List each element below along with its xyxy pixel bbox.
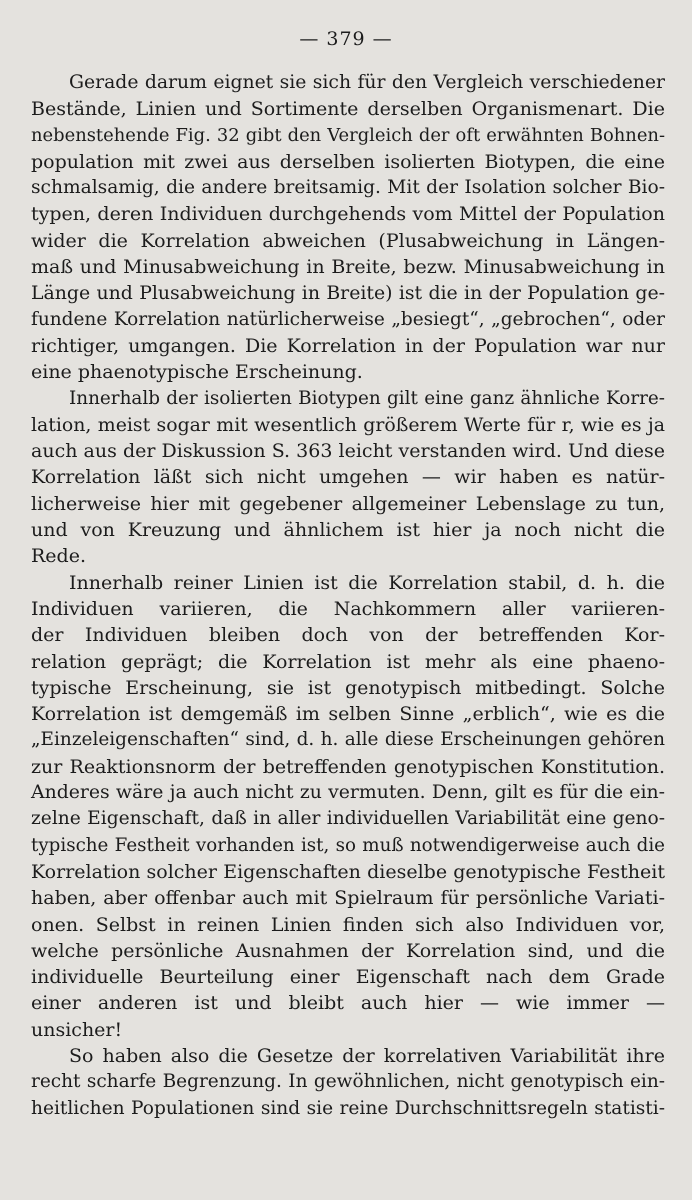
text-line: Länge und Plusabweichung in Breite) ist die in der Population ge- <box>31 282 665 305</box>
text-line: einer anderen ist und bleibt auch hier — wie immer — <box>31 992 665 1015</box>
text-line: typische Festheit vorhanden ist, so muß notwendigerweise auch die <box>31 834 665 856</box>
text-line: nebenstehende Fig. 32 gibt den Vergleich der oft erwähnten Bohnen- <box>31 124 665 146</box>
text-line: onen. Selbst in reinen Linien finden sich also Individuen vor, <box>31 913 665 936</box>
text-line: Korrelation ist demgemäß im selben Sinne „erblich“, wie es die <box>31 703 665 726</box>
text-line: recht scharfe Begrenzung. In gewöhnlichen, nicht genotypisch ein- <box>31 1071 665 1093</box>
text-line: typische Erscheinung, sie ist genotypisch mitbedingt. Solche <box>31 676 665 699</box>
text-line: eine phaenotypische Erscheinung. <box>31 361 363 384</box>
text-line: zelne Eigenschaft, daß in aller individuellen Variabilität eine geno- <box>31 808 665 830</box>
text-line: zur Reaktionsnorm der betreffenden genotypischen Konstitution. <box>31 755 665 778</box>
text-line: schmalsamig, die andere breitsamig. Mit der Isolation solcher Bio- <box>31 177 665 199</box>
text-line: welche persönliche Ausnahmen der Korrelation sind, und die <box>31 939 665 962</box>
text-line: wider die Korrelation abweichen (Plusabweichung in Längen- <box>31 229 665 252</box>
text-line: „Einzeleigenschaften“ sind, d. h. alle diese Erscheinungen gehören <box>31 729 665 751</box>
text-line: und von Kreuzung und ähnlichem ist hier ja noch nicht die <box>31 519 665 542</box>
text-line: Individuen variieren, die Nachkommern aller variieren- <box>31 597 665 620</box>
text-line: lation, meist sogar mit wesentlich größerem Werte für r, wie es ja <box>31 413 665 436</box>
text-line: Bestände, Linien und Sortimente derselben Organismenart. Die <box>31 98 665 121</box>
body-text <box>31 70 665 1122</box>
text-line: licherweise hier mit gegebener allgemeiner Lebenslage zu tun, <box>31 492 665 515</box>
text-line: Gerade darum eignet sie sich für den Vergleich verschiedener <box>69 72 665 93</box>
text-line: Korrelation solcher Eigenschaften dieselbe genotypische Festheit <box>31 860 665 883</box>
text-line: unsicher! <box>31 1018 123 1041</box>
text-line: typen, deren Individuen durchgehends vom Mittel der Population <box>31 203 665 226</box>
text-line: Korrelation läßt sich nicht umgehen — wir haben es natür- <box>31 466 665 489</box>
page-number-header: — 379 — <box>299 28 393 50</box>
text-line: relation geprägt; die Korrelation ist mehr als eine phaeno- <box>31 650 665 673</box>
text-line: fundene Korrelation natürlicherweise „besiegt“, „gebrochen“, oder <box>31 308 665 330</box>
text-line: Anderes wäre ja auch nicht zu vermuten. Denn, gilt es für die ein- <box>31 782 665 804</box>
text-line: Rede. <box>31 545 86 568</box>
text-line: maß und Minusabweichung in Breite, bezw. Minusabweichung in <box>31 256 665 279</box>
text-line: Innerhalb reiner Linien ist die Korrelation stabil, d. h. die <box>69 571 665 594</box>
text-line: Innerhalb der isolierten Biotypen gilt eine ganz ähnliche Korre- <box>69 387 665 409</box>
text-line: heitlichen Populationen sind sie reine Durchschnittsregeln statisti- <box>31 1097 665 1119</box>
text-line: auch aus der Diskussion S. 363 leicht verstanden wird. Und diese <box>31 440 665 463</box>
text-line: haben, aber offenbar auch mit Spielraum für persönliche Variati- <box>31 887 665 910</box>
text-line: population mit zwei aus derselben isolierten Biotypen, die eine <box>31 150 665 173</box>
text-line: der Individuen bleiben doch von der betreffenden Kor- <box>31 624 665 647</box>
text-line: richtiger, umgangen. Die Korrelation in der Population war nur <box>31 334 665 357</box>
text-line: individuelle Beurteilung einer Eigenschaft nach dem Grade <box>31 966 665 989</box>
text-line: So haben also die Gesetze der korrelativen Variabilität ihre <box>69 1044 665 1067</box>
